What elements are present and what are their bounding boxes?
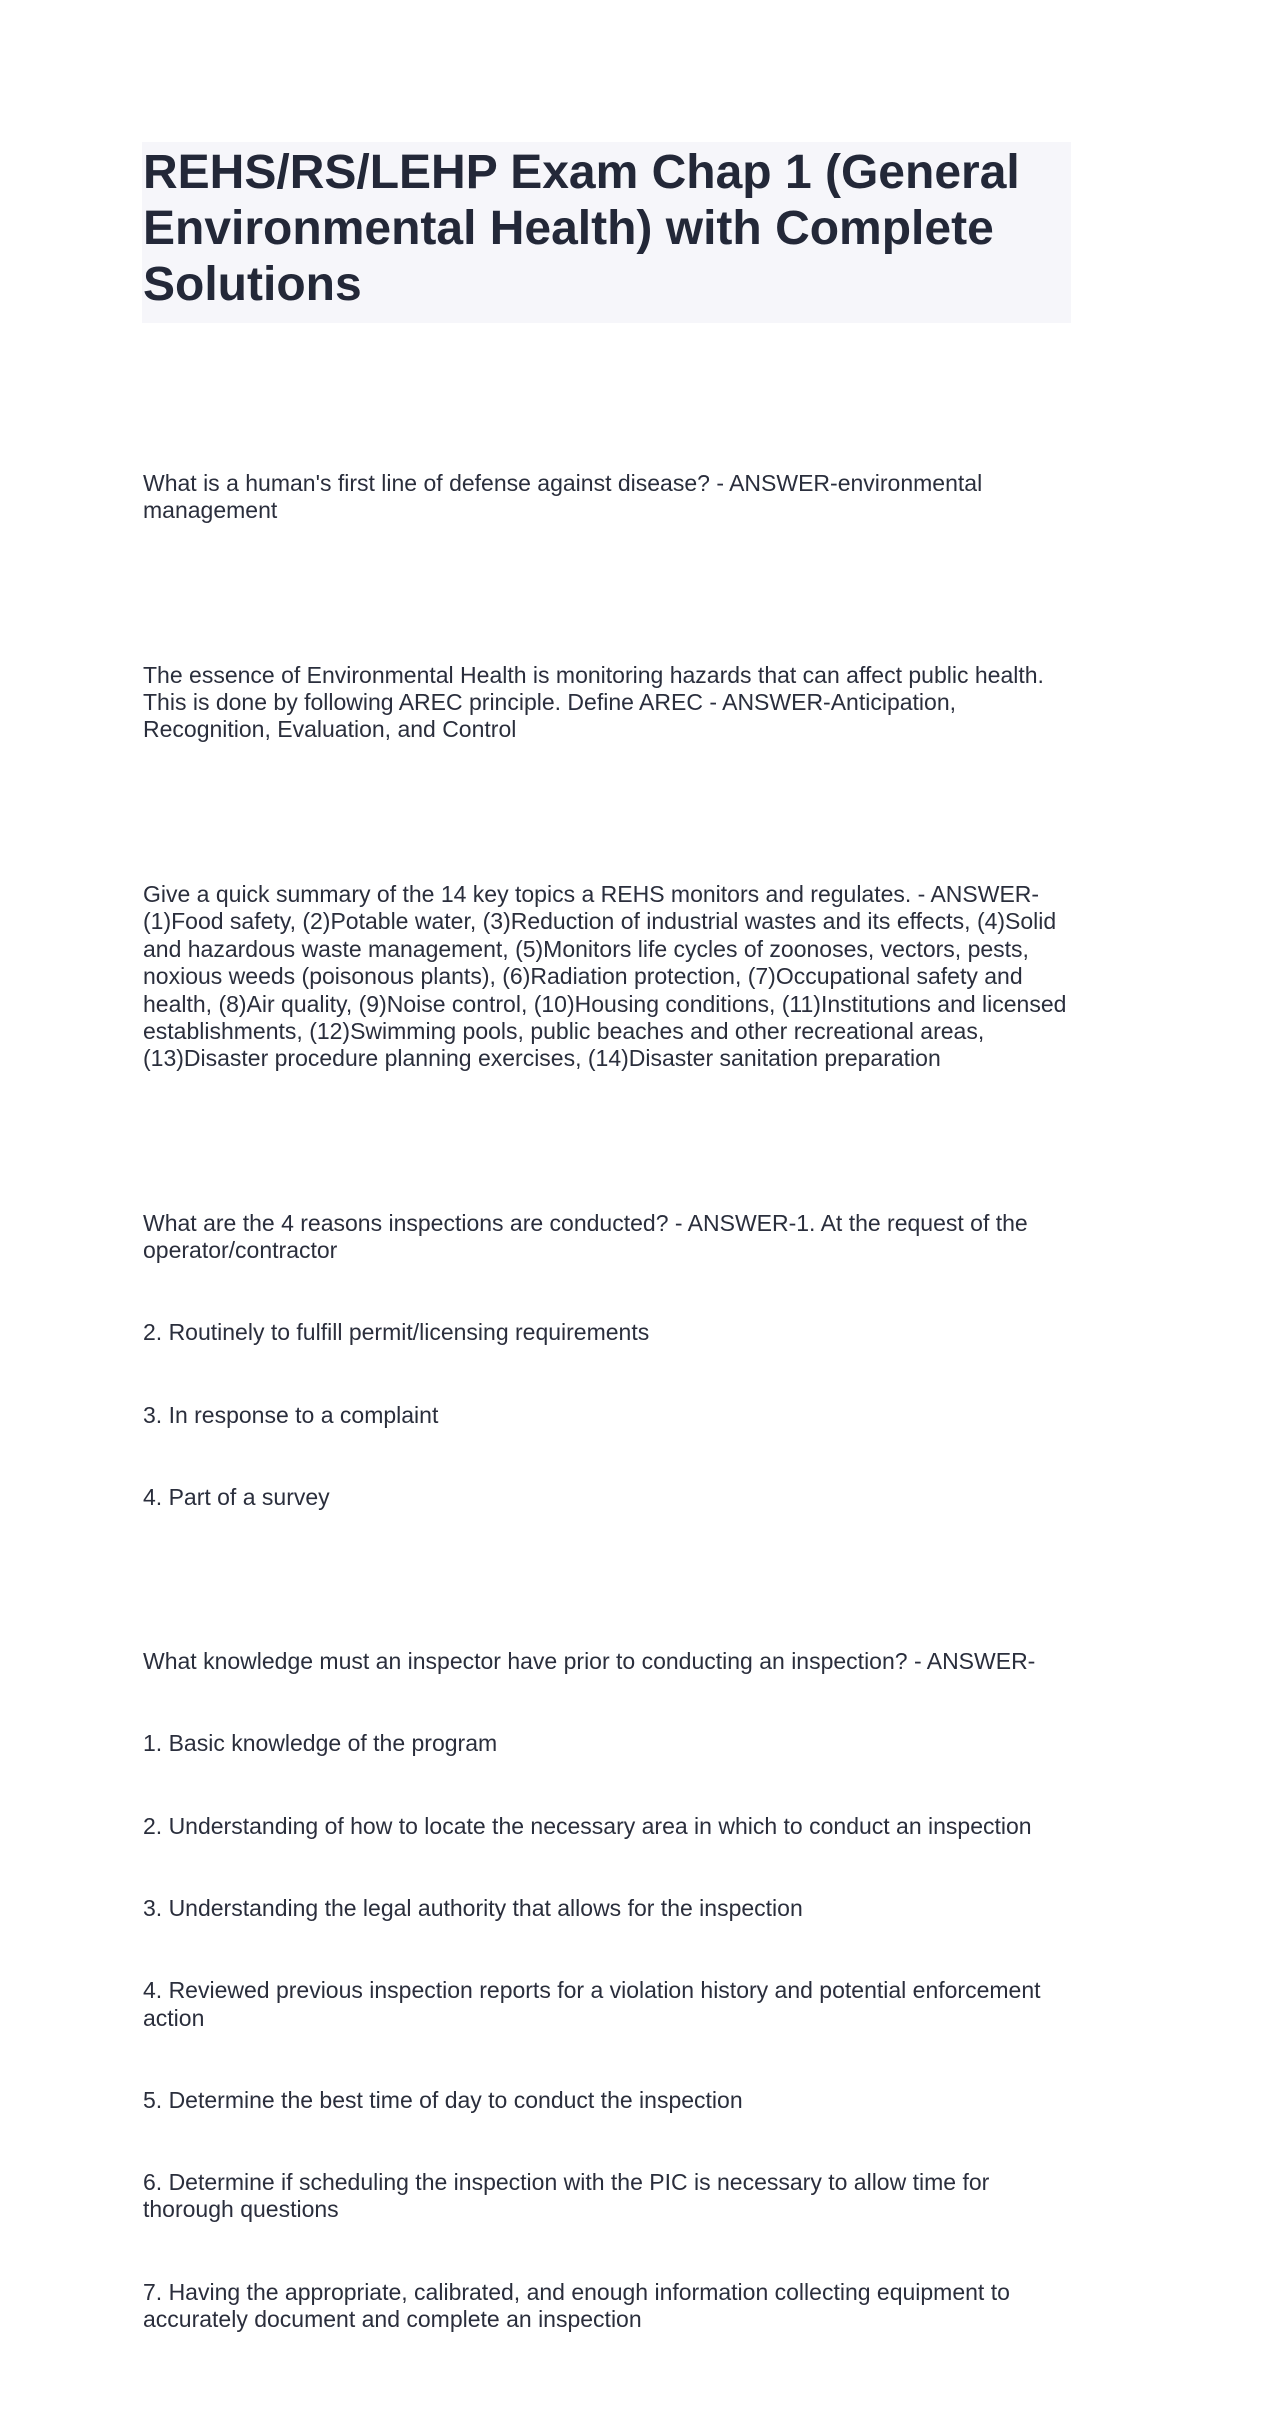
qa-line: What is a human's first line of defense against disease? - ANSWER-environmental management [143,469,989,524]
qa-line: 2. Understanding of how to locate the necessary area in which to conduct an inspection [143,1812,1032,1839]
qa-content [143,415,1083,2416]
qa-line: 3. Understanding the legal authority that allows for the inspection [143,1894,803,1921]
qa-item-5 [143,1593,1083,2388]
qa-item-2 [143,607,1083,799]
qa-line: The essence of Environmental Health is monitoring hazards that can affect public health. This is done by following AREC principle. Define AREC - ANSWER-Anticipation, Recognition, Evaluation, and Control [143,661,1050,743]
qa-line: 6. Determine if scheduling the inspection with the PIC is necessary to allow time for thorough questions [143,2168,996,2223]
qa-line: What are the 4 reasons inspections are conducted? - ANSWER-1. At the request of the operator/contractor [143,1209,1035,1264]
qa-item-1 [143,415,1083,579]
qa-line: 7. Having the appropriate, calibrated, and enough information collecting equipment to accurately document and complete an inspection [143,2278,1017,2332]
qa-item-4 [143,1155,1083,1566]
qa-line: 4. Part of a survey [143,1483,330,1510]
qa-line: Give a quick summary of the 14 key topics a REHS monitors and regulates. - ANSWER-(1)Food safety, (2)Potable water, (3)Reduction of industrial wastes and its effects, (4)Solid and hazardous waste management, (5)Monitors life cycles of zoonoses, vectors, pests, noxious weeds (poisonous plants), (6)Radiation protection, (7)Occupational safety and health, (8)Air quality, (9)Noise control, (10)Housing conditions, (11)Institutions and licensed establishments, (12)Swimming pools, public beaches and other recreational areas, (13)Disaster procedure planning exercises, (14)Disaster sanitation preparation [143,880,1073,1072]
title-banner [142,142,1071,323]
qa-line: 3. In response to a complaint [143,1401,439,1428]
qa-line: 5. Determine the best time of day to conduct the inspection [143,2086,743,2113]
qa-line: 1. Basic knowledge of the program [143,1730,498,1757]
qa-item-3 [143,826,1083,1127]
qa-line: 4. Reviewed previous inspection reports for a violation history and potential enforcement action [143,1977,1047,2031]
qa-line: 2. Routinely to fulfill permit/licensing requirements [143,1319,650,1346]
document-title: REHS/RS/LEHP Exam Chap 1 (General Environmental Health) with Complete Solutions [143,146,1020,311]
qa-line: What knowledge must an inspector have prior to conducting an inspection? - ANSWER- [143,1648,1036,1675]
